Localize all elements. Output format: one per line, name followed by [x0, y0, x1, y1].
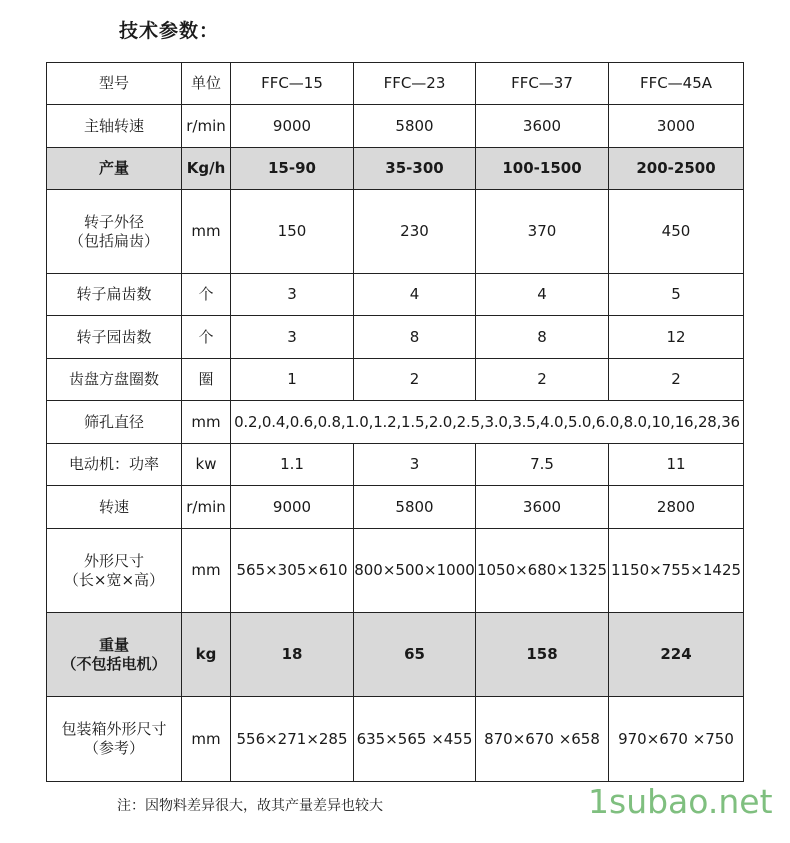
- table-row: [47, 316, 744, 359]
- cell-value: 3: [231, 274, 354, 316]
- row-label-line: （长×宽×高）: [63, 570, 165, 589]
- row-label: 转子园齿数: [47, 316, 182, 359]
- cell-value: 8: [354, 316, 476, 359]
- cell-value: 3: [354, 444, 476, 486]
- row-label-line: （不包括电机）: [61, 654, 167, 673]
- row-unit: mm: [182, 697, 231, 782]
- row-label-line: 外形尺寸: [83, 551, 144, 570]
- row-label: 电动机：功率: [47, 444, 182, 486]
- table-row: [47, 105, 744, 148]
- cell-value: 4: [476, 274, 609, 316]
- cell-value: 9000: [231, 105, 354, 148]
- cell-value: 3: [231, 316, 354, 359]
- cell-value: 18: [231, 613, 354, 697]
- cell-value: 2: [609, 359, 744, 401]
- table-header-row: [47, 63, 744, 105]
- cell-value: 870×670 ×658: [476, 697, 609, 782]
- cell-value: 200-2500: [609, 148, 744, 190]
- row-label-line: （包括扁齿）: [68, 231, 159, 250]
- cell-value: 1050×680×1325: [476, 529, 609, 613]
- cell-value: 35-300: [354, 148, 476, 190]
- cell-value: 3000: [609, 105, 744, 148]
- table-row: [47, 486, 744, 529]
- cell-value: 565×305×610: [231, 529, 354, 613]
- row-label-multiline: [47, 613, 182, 697]
- cell-value: 7.5: [476, 444, 609, 486]
- row-unit: mm: [182, 401, 231, 444]
- cell-value: 224: [609, 613, 744, 697]
- section-title: 技术参数：: [119, 20, 220, 42]
- cell-value: 15-90: [231, 148, 354, 190]
- watermark: 1subao.net: [588, 782, 773, 821]
- table-row: [47, 274, 744, 316]
- cell-value: 3600: [476, 486, 609, 529]
- row-label: 转子扁齿数: [47, 274, 182, 316]
- row-label-multiline: [47, 697, 182, 782]
- spec-table: [46, 62, 744, 782]
- cell-value: 4: [354, 274, 476, 316]
- cell-value: 65: [354, 613, 476, 697]
- cell-value: 635×565 ×455: [354, 697, 476, 782]
- header-unit: 单位: [182, 63, 231, 105]
- cell-value: 9000: [231, 486, 354, 529]
- cell-value: 800×500×1000: [354, 529, 476, 613]
- cell-value: 3600: [476, 105, 609, 148]
- cell-value: 5: [609, 274, 744, 316]
- header-ffc23: FFC—23: [354, 63, 476, 105]
- cell-value: 150: [231, 190, 354, 274]
- cell-value: 450: [609, 190, 744, 274]
- row-unit: kg: [182, 613, 231, 697]
- row-label-line: 转子外径: [83, 212, 144, 231]
- table-row: [47, 529, 744, 613]
- row-label: 筛孔直径: [47, 401, 182, 444]
- row-unit: r/min: [182, 105, 231, 148]
- row-unit: 个: [182, 274, 231, 316]
- row-unit: r/min: [182, 486, 231, 529]
- cell-value: 556×271×285: [231, 697, 354, 782]
- cell-value: 1: [231, 359, 354, 401]
- cell-value: 158: [476, 613, 609, 697]
- table-row: [47, 444, 744, 486]
- header-ffc37: FFC—37: [476, 63, 609, 105]
- row-label-multiline: [47, 190, 182, 274]
- cell-value: 2: [354, 359, 476, 401]
- cell-value: 2800: [609, 486, 744, 529]
- cell-value: 11: [609, 444, 744, 486]
- cell-value: 12: [609, 316, 744, 359]
- table-row: [47, 359, 744, 401]
- row-unit: 圈: [182, 359, 231, 401]
- table-row: [47, 697, 744, 782]
- cell-value: 230: [354, 190, 476, 274]
- row-label: 产量: [47, 148, 182, 190]
- row-unit: kw: [182, 444, 231, 486]
- row-unit: Kg/h: [182, 148, 231, 190]
- row-unit: 个: [182, 316, 231, 359]
- header-ffc15: FFC—15: [231, 63, 354, 105]
- table-row: [47, 190, 744, 274]
- cell-value: 1.1: [231, 444, 354, 486]
- table-row-highlight: [47, 148, 744, 190]
- row-unit: mm: [182, 190, 231, 274]
- cell-value: 2: [476, 359, 609, 401]
- row-label-line: 包装箱外形尺寸: [61, 720, 167, 739]
- header-ffc45a: FFC—45A: [609, 63, 744, 105]
- row-unit: mm: [182, 529, 231, 613]
- cell-value: 5800: [354, 105, 476, 148]
- cell-value: 8: [476, 316, 609, 359]
- table-row: [47, 401, 744, 444]
- row-label: 主轴转速: [47, 105, 182, 148]
- cell-value: 970×670 ×750: [609, 697, 744, 782]
- row-label-line: （参考）: [83, 739, 144, 757]
- header-model: 型号: [47, 63, 182, 105]
- row-label: 转速: [47, 486, 182, 529]
- merged-value-cell: 0.2,0.4,0.6,0.8,1.0,1.2,1.5,2.0,2.5,3.0,3.5,4.0,5.0,6.0,8.0,10,16,28,36: [231, 401, 744, 444]
- row-label: 齿盘方盘圈数: [47, 359, 182, 401]
- cell-value: 100-1500: [476, 148, 609, 190]
- cell-value: 370: [476, 190, 609, 274]
- footnote: 注：因物料差异很大，故其产量差异也较大: [117, 798, 383, 814]
- cell-value: 1150×755×1425: [609, 529, 744, 613]
- cell-value: 5800: [354, 486, 476, 529]
- table-row-highlight: [47, 613, 744, 697]
- row-label-line: 重量: [98, 635, 129, 654]
- row-label-multiline: [47, 529, 182, 613]
